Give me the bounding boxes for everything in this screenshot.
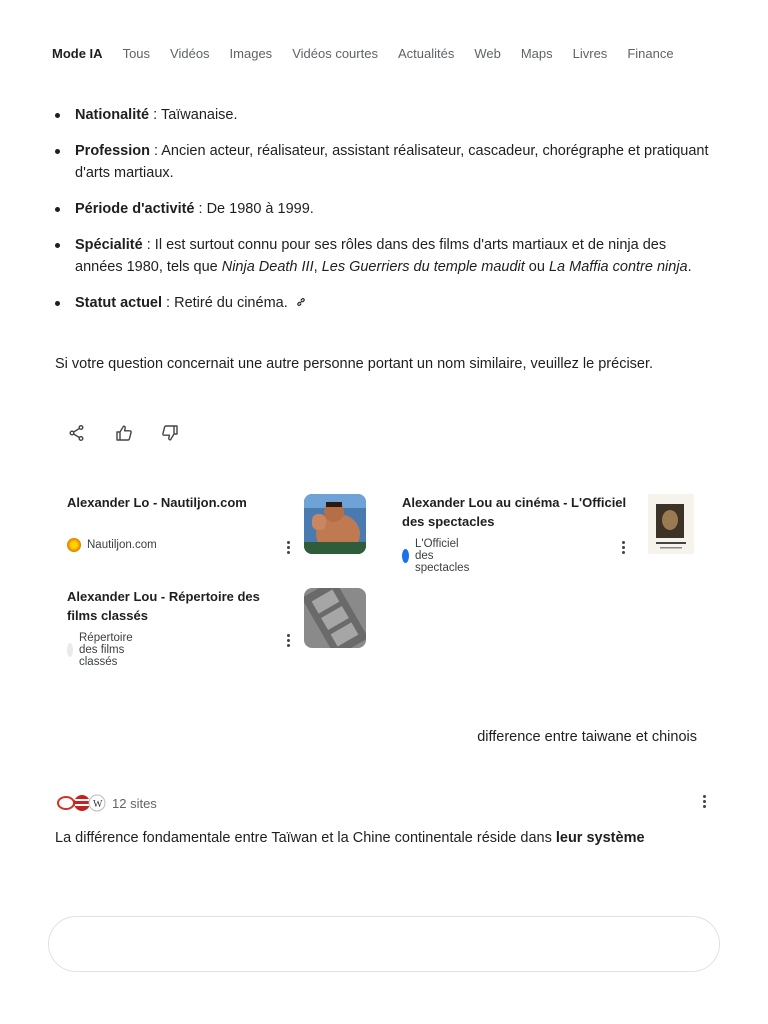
list-item: Spécialité : Il est surtout connu pour ses rôles dans des films d'arts martiaux et de ninja des années 1980, tels que Ninja Death III, Les Guerriers du temple maudit ou La Maffia contre ninja. <box>55 234 715 278</box>
tab-finance[interactable]: Finance <box>627 46 674 61</box>
sites-indicator[interactable] <box>56 793 157 813</box>
tab-maps[interactable]: Maps <box>520 46 553 61</box>
source-thumbnail <box>304 494 366 554</box>
film-reel-icon <box>304 588 366 648</box>
tab-livres[interactable]: Livres <box>572 46 608 61</box>
answer-text: La différence fondamentale entre Taïwan et la Chine continentale réside dans leur système <box>55 830 645 846</box>
fact-label: Spécialité <box>75 237 143 253</box>
nautiljon-logo-icon <box>67 538 81 552</box>
sites-count[interactable]: 12 sites <box>112 795 157 811</box>
more-options-icon[interactable] <box>697 792 711 810</box>
list-item: Nationalité : Taïwanaise. <box>55 104 715 126</box>
search-tabs <box>0 0 768 88</box>
site-favicons-icon <box>56 793 106 813</box>
share-icon[interactable] <box>66 422 88 444</box>
thumbs-down-icon[interactable] <box>159 422 181 444</box>
tab-list <box>52 46 694 61</box>
fact-label: Statut actuel <box>75 295 163 311</box>
tab-mode-ia[interactable]: Mode IA <box>52 46 103 61</box>
list-item: Profession : Ancien acteur, réalisateur, assistant réalisateur, cascadeur, chorégraphe et pratiquant d'arts martiaux. <box>55 140 715 184</box>
fact-label: Profession <box>75 143 150 159</box>
more-options-icon[interactable] <box>281 538 295 556</box>
source-site: Nautiljon.com <box>67 538 157 552</box>
officiel-logo-icon <box>402 549 409 563</box>
source-title[interactable]: Alexander Lo - Nautiljon.com <box>67 495 247 510</box>
more-options-icon[interactable] <box>616 538 630 556</box>
source-title[interactable]: Alexander Lou au cinéma - L'Officiel des spectacles <box>402 495 627 529</box>
closing-text: Si votre question concernait une autre personne portant un nom similaire, veuillez le préciser. <box>55 356 654 372</box>
fact-label: Nationalité <box>75 107 150 123</box>
globe-icon <box>67 643 73 657</box>
tab-actualit-s[interactable]: Actualités <box>397 46 455 61</box>
source-thumbnail <box>648 494 694 554</box>
thumbs-up-icon[interactable] <box>113 422 135 444</box>
tab-tous[interactable]: Tous <box>122 46 151 61</box>
tab-web[interactable]: Web <box>474 46 501 61</box>
source-title[interactable]: Alexander Lou - Répertoire des films classés <box>67 589 260 623</box>
tab-vid-os[interactable]: Vidéos <box>170 46 210 61</box>
search-input[interactable] <box>48 916 720 972</box>
facts-list <box>55 104 715 328</box>
tab-images[interactable]: Images <box>229 46 273 61</box>
list-item: Statut actuel : Retiré du cinéma. <box>55 292 715 314</box>
source-site: L'Officiel des spectacles <box>402 538 476 574</box>
tab-vid-os-courtes[interactable]: Vidéos courtes <box>292 46 378 61</box>
more-options-icon[interactable] <box>281 631 295 649</box>
source-site: Répertoire des films classés <box>67 632 141 668</box>
fact-label: Période d'activité <box>75 201 195 217</box>
svg-text:W: W <box>93 799 103 810</box>
link-icon[interactable] <box>296 292 306 314</box>
list-item: Période d'activité : De 1980 à 1999. <box>55 198 715 220</box>
follow-up-query: difference entre taiwane et chinois <box>477 729 697 745</box>
